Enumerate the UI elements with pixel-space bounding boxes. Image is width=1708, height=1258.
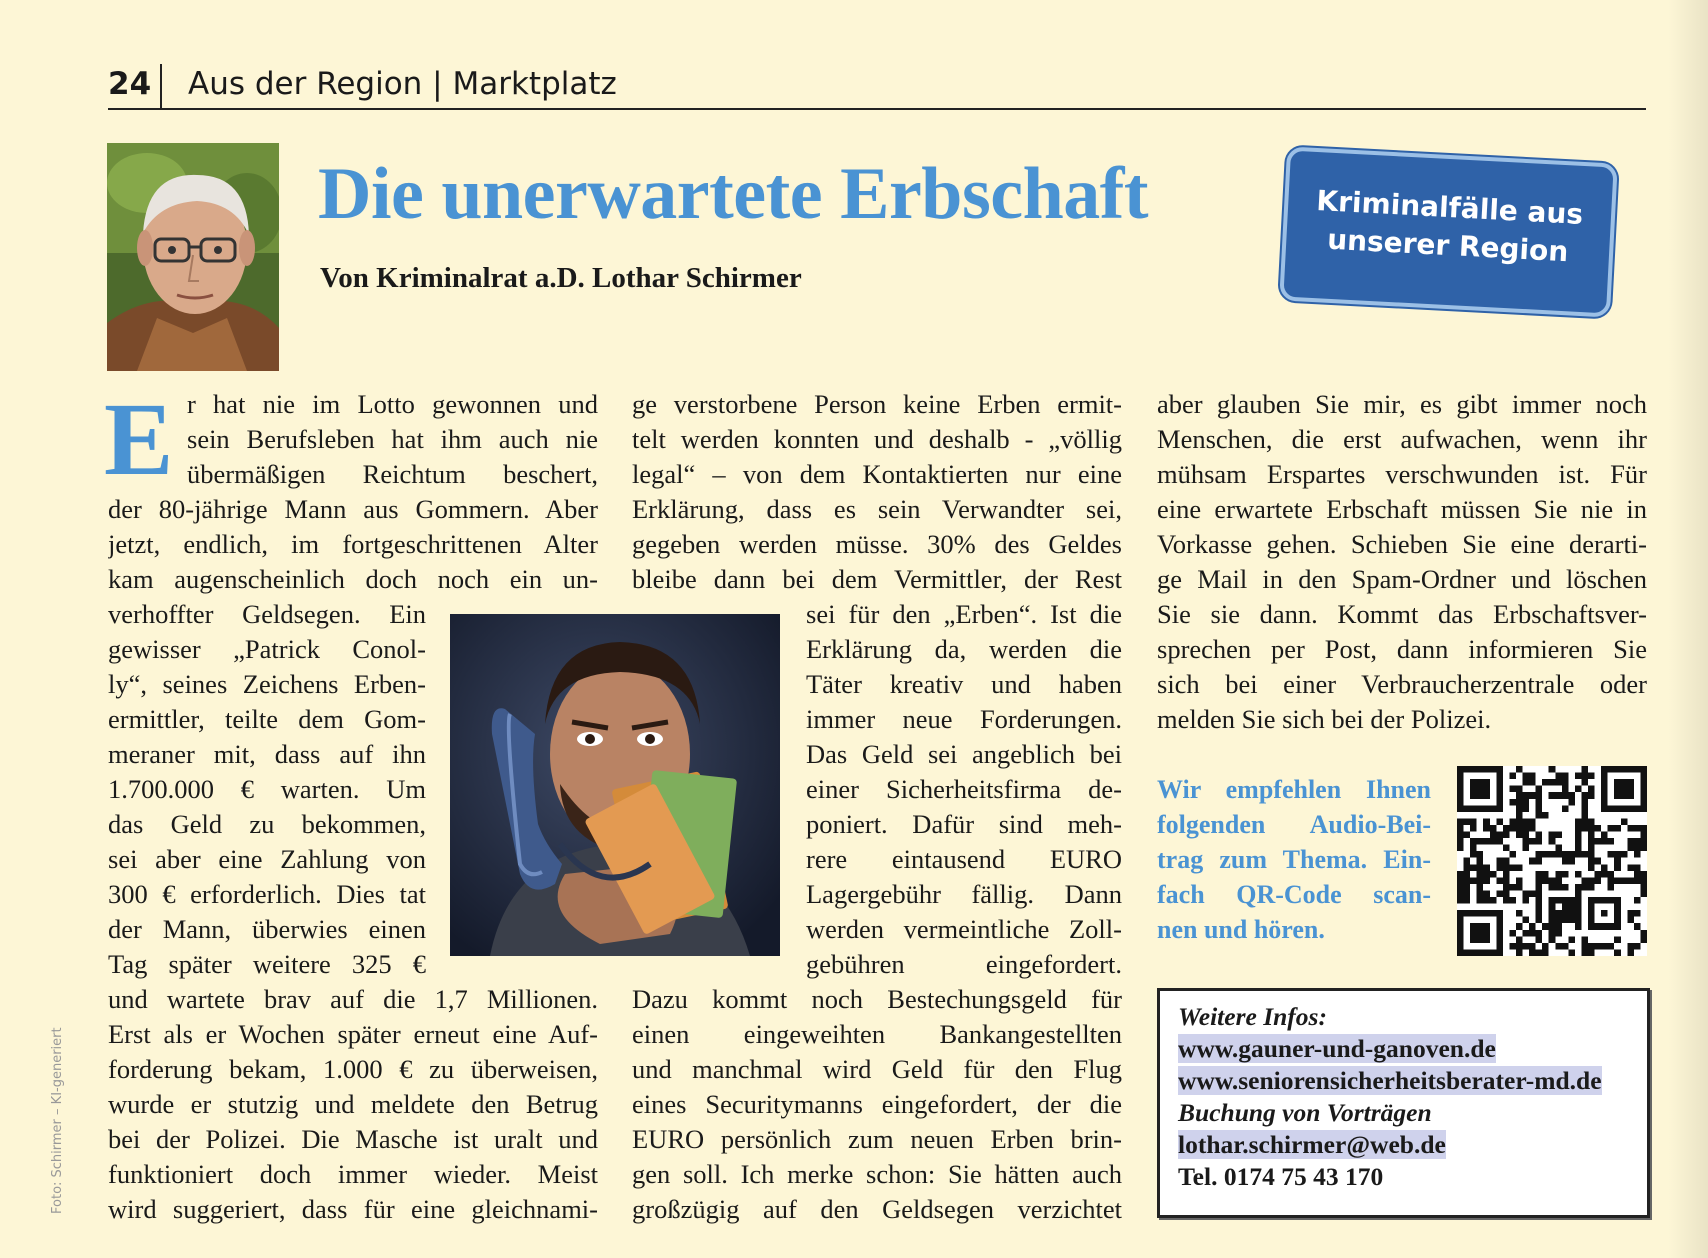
text-line: sei für den „Erben“. Ist die (806, 599, 1122, 629)
article-photo (450, 614, 780, 956)
section-title: Aus der Region | Marktplatz (188, 66, 617, 102)
tip-line: nen und hören. (1157, 915, 1325, 944)
text-line: wurde er stutzig und meldete den Betrug (108, 1089, 598, 1119)
text-line: legal“ – von dem Kontaktierten nur eine (632, 459, 1122, 489)
text-line: sein Berufsleben hat ihm auch nie (187, 424, 598, 454)
text-line: EURO persönlich zum neuen Erben brin- (632, 1124, 1122, 1154)
tip-line: trag zum Thema. Ein- (1157, 845, 1431, 874)
booking-label: Buchung von Vorträgen (1178, 1098, 1432, 1127)
text-line: Erst als er Wochen später erneut eine Auf- (108, 1019, 598, 1049)
text-line: rere eintausend EURO (806, 844, 1122, 874)
text-line: ge verstorbene Person keine Erben ermit- (632, 389, 1122, 419)
text-line: Lagergebühr fällig. Dann (806, 879, 1122, 909)
text-line: forderung bekam, 1.000 € zu überweisen, (108, 1054, 598, 1084)
text-line: poniert. Dafür sind meh- (806, 809, 1122, 839)
text-line: immer neue Forderungen. (806, 704, 1122, 734)
text-line: gegeben werden müsse. 30% des Geldes (632, 529, 1122, 559)
text-line: funktioniert doch immer wieder. Meist (108, 1159, 598, 1189)
text-line: bleibe dann bei dem Vermittler, der Rest (632, 564, 1122, 594)
header-divider (160, 64, 162, 108)
text-line: der 80-jährige Mann aus Gommern. Aber (108, 494, 598, 524)
text-line: der Mann, überwies einen (108, 914, 426, 944)
info-heading: Weitere Infos: (1178, 1002, 1327, 1031)
text-line: eine erwartete Erbschaft müssen Sie nie in (1157, 494, 1647, 524)
text-line: eines Securitymanns eingefordert, der die (632, 1089, 1122, 1119)
page-number: 24 (108, 66, 152, 102)
text-line: Täter kreativ und haben (806, 669, 1122, 699)
text-line: Dazu kommt noch Bestechungsgeld für (632, 984, 1122, 1014)
text-line: gebühren eingefordert. (806, 949, 1122, 979)
text-line: mühsam Erspartes verschwunden ist. Für (1157, 459, 1647, 489)
page-header (108, 62, 1646, 110)
text-line: telt werden konnten und deshalb - „völlig (632, 424, 1122, 454)
text-line: sprechen per Post, dann informieren Sie (1157, 634, 1647, 664)
badge-line: unserer Region (1326, 222, 1570, 269)
text-line: jetzt, endlich, im fortgeschrittenen Alter (108, 529, 598, 559)
text-line: und manchmal wird Geld für den Flug (632, 1054, 1122, 1084)
text-line: bei der Polizei. Die Masche ist uralt und (108, 1124, 598, 1154)
text-line: 1.700.000 € warten. Um (108, 774, 426, 804)
info-box (1157, 988, 1650, 1218)
text-line: aber glauben Sie mir, es gibt immer noch (1157, 389, 1647, 419)
drop-cap: E (104, 382, 174, 497)
text-line: gen soll. Ich merke schon: Sie hätten auch (632, 1159, 1122, 1189)
text-line: Erklärung da, werden die (806, 634, 1122, 664)
text-line: Vorkasse gehen. Schieben Sie eine derarti- (1157, 529, 1647, 559)
text-line: einen eingeweihten Bankangestellten (632, 1019, 1122, 1049)
text-line: kam augenscheinlich doch noch ein un- (108, 564, 598, 594)
photo-credit: Foto: Schirmer – KI-generiert (50, 1027, 65, 1214)
text-line: sich bei einer Verbraucherzentrale oder (1157, 669, 1647, 699)
text-line: Das Geld sei angeblich bei (806, 739, 1122, 769)
text-line: Sie sie dann. Kommt das Erbschaftsver- (1157, 599, 1647, 629)
badge-line: Kriminalfälle aus (1315, 184, 1584, 231)
website-link[interactable]: www.seniorensicherheitsberater-md.de (1178, 1066, 1602, 1095)
text-line: Menschen, die erst aufwachen, wenn ihr (1157, 424, 1647, 454)
text-line: übermäßigen Reichtum beschert, (187, 459, 598, 489)
text-line: 300 € erforderlich. Dies tat (108, 879, 426, 909)
author-portrait (107, 143, 279, 371)
text-line: r hat nie im Lotto gewonnen und (187, 389, 598, 419)
text-line: werden vermeintliche Zoll- (806, 914, 1122, 944)
text-line: großzügig auf den Geldsegen verzichtet (632, 1194, 1122, 1224)
email-link[interactable]: lothar.schirmer@web.de (1178, 1130, 1446, 1159)
tip-line: Wir empfehlen Ihnen (1157, 775, 1431, 804)
article-title: Die unerwartete Erbschaft (318, 153, 1149, 235)
text-line: das Geld zu bekommen, (108, 809, 426, 839)
text-line: gewisser „Patrick Conol- (108, 634, 426, 664)
category-badge (1279, 146, 1618, 317)
text-line: ge Mail in den Spam-Ordner und löschen (1157, 564, 1647, 594)
text-line: Erklärung, dass es sein Verwandter sei, (632, 494, 1122, 524)
article-byline: Von Kriminalrat a.D. Lothar Schirmer (320, 262, 802, 294)
qr-code[interactable] (1457, 766, 1647, 956)
text-line: sei aber eine Zahlung von (108, 844, 426, 874)
page-shadow (1668, 0, 1708, 1258)
text-line: verhoffter Geldsegen. Ein (108, 599, 426, 629)
text-line: Tag später weitere 325 € (108, 949, 426, 979)
text-line: und wartete brav auf die 1,7 Millionen. (108, 984, 598, 1014)
tip-line: folgenden Audio-Bei- (1157, 810, 1431, 839)
tip-line: fach QR-Code scan- (1157, 880, 1431, 909)
text-line: ly“, seines Zeichens Erben- (108, 669, 426, 699)
text-line: ermittler, teilte dem Gom- (108, 704, 426, 734)
phone-number: Tel. 0174 75 43 170 (1178, 1162, 1384, 1191)
text-line: melden Sie sich bei der Polizei. (1157, 704, 1492, 734)
text-line: einer Sicherheitsfirma de- (806, 774, 1122, 804)
text-line: meraner mit, dass auf ihn (108, 739, 426, 769)
text-line: wird suggeriert, dass für eine gleichnami- (108, 1194, 598, 1224)
website-link[interactable]: www.gauner-und-ganoven.de (1178, 1034, 1496, 1063)
